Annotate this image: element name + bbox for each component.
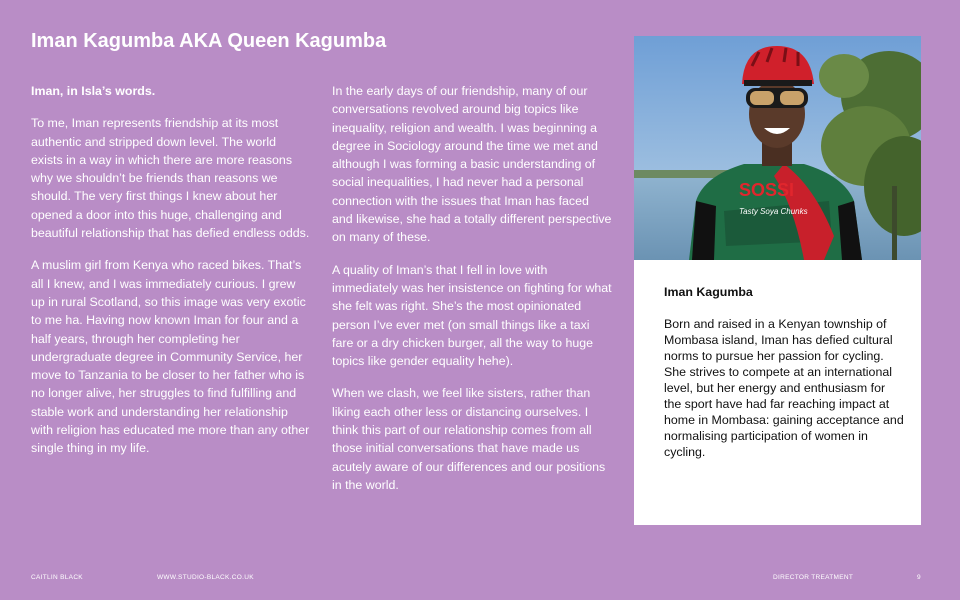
paragraph: When we clash, we feel like sisters, rather than liking each other less or distancing ourselves. I think this part of our relationship comes from all those initial conversations that have made us acutely aware of our differences and our positions in the world. [332, 386, 606, 492]
section-subheading: Iman, in Isla’s words. [31, 84, 156, 98]
footer-author: CAITLIN BLACK [31, 574, 83, 581]
profile-card [634, 36, 921, 525]
page-title: Iman Kagumba AKA Queen Kagumba [31, 30, 387, 52]
footer-section-label: DIRECTOR TREATMENT [773, 574, 854, 581]
middle-column [332, 82, 612, 508]
profile-name: Iman Kagumba [664, 285, 753, 299]
footer-website-link[interactable]: WWW.STUDIO-BLACK.CO.UK [157, 574, 254, 581]
profile-caption [664, 284, 904, 460]
paragraph: A quality of Iman’s that I fell in love with immediately was her insistence on fighting for what she felt was right. She’s the most opinionated person I’ve ever met (on small things like a taxi fare or a dry chicken burger, all the way to huge topics like gender equality hehe). [332, 262, 612, 369]
cyclist-photo-illustration [634, 36, 921, 260]
profile-photo [634, 36, 921, 260]
jersey-subtext: Tasty Soya Chunks [739, 207, 808, 216]
paragraph: In the early days of our friendship, many of our conversations revolved around big topics like inequality, religion and wealth. I was beginning a degree in Sociology around the time we met and although I was forming a basic understanding of social inequalities, I had never had a personal connection with the issues that Iman has faced and likewise, she had a totally different perspective on many of these. [332, 84, 612, 245]
left-column [31, 82, 311, 472]
jersey-brand-text: SOSSI [739, 180, 795, 200]
paragraph: A muslim girl from Kenya who raced bikes. That’s all I knew, and I was immediately curious. I grew up in rural Scotland, so this image was very exotic to me ha. Having now known Iman for four and a half years, through her completing her undergraduate degree in Community Service, her move to Tanzania to be closer to her father who is no longer alive, her struggles to find fulfilling and stable work and understanding her relationship with religion has educated me more than any other single thing in my life. [31, 258, 310, 456]
paragraph: To me, Iman represents friendship at its most authentic and stripped down level. The world exists in a way in which there are more reasons why we shouldn’t be friends than reasons we should. The very first things I knew about her opened a door into this huge, challenging and beautiful relationship that has defied endless odds. [31, 116, 310, 241]
footer-page-number: 9 [917, 574, 921, 581]
profile-bio: Born and raised in a Kenyan township of Mombasa island, Iman has defied cultural norms to pursue her passion for cycling. She strives to compete at an international level, but her energy and enthusiasm for the sport have had far reaching impact at home in Mombasa: gaining acceptance and normalising participation of women in cycling. [664, 317, 904, 459]
